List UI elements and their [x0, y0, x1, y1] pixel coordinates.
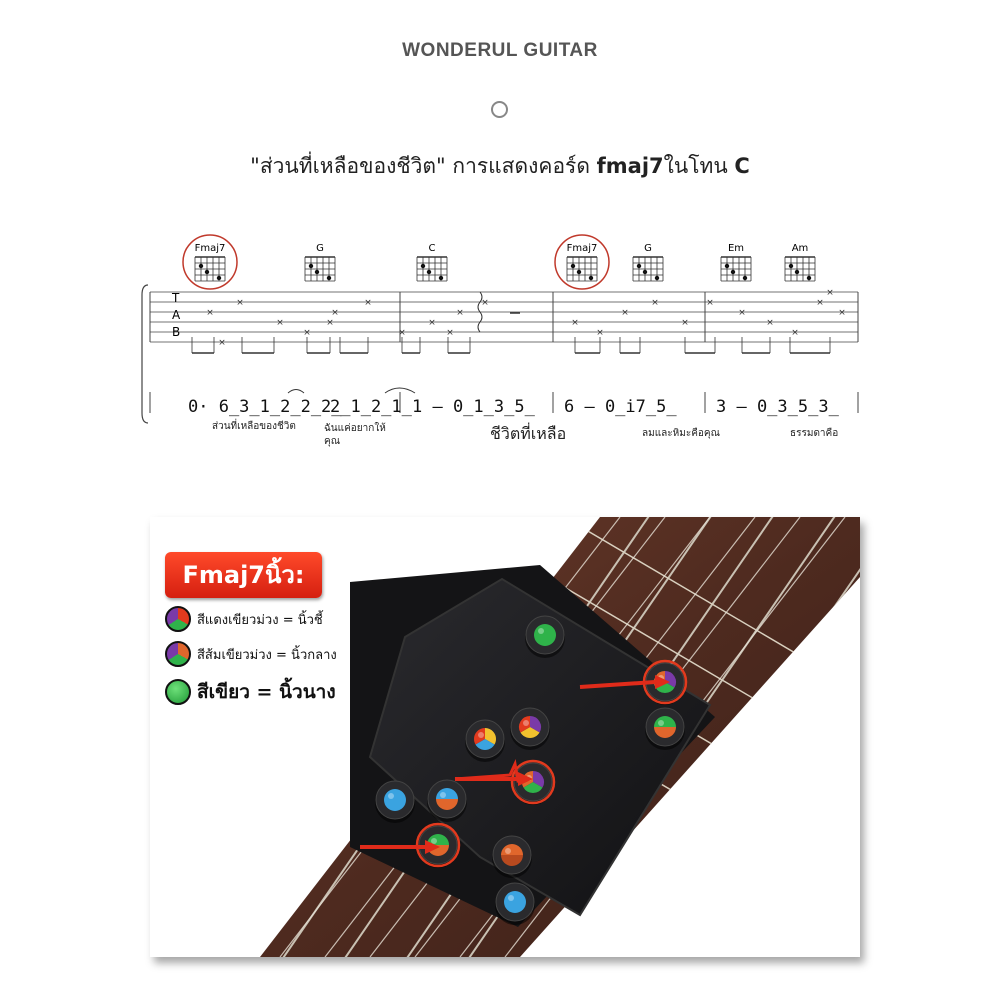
- chord-name: G: [316, 243, 324, 254]
- svg-text:×: ×: [218, 338, 226, 348]
- notation-bar-5: 3 – 0̲3̲5̲3̲: [716, 397, 839, 417]
- tricolor-dot-icon: [165, 606, 191, 632]
- headline-chord: fmaj7: [596, 154, 664, 178]
- tab-letter-b: B: [172, 325, 181, 339]
- headline-mid: ในโทน: [663, 154, 735, 178]
- device-button: [525, 616, 565, 658]
- svg-text:×: ×: [681, 318, 689, 328]
- lyric-1: ส่วนที่เหลือของชีวิต: [212, 421, 296, 432]
- lyric-5: ลมและหิมะคือคุณ: [642, 428, 720, 439]
- lyric-4: ชีวิตที่เหลือ: [490, 424, 567, 443]
- svg-text:×: ×: [331, 308, 339, 318]
- legend-item-middle-finger: [165, 639, 337, 669]
- chord-name: Em: [727, 243, 745, 254]
- svg-text:×: ×: [206, 308, 214, 318]
- svg-text:×: ×: [596, 328, 604, 338]
- device-button: [465, 720, 505, 762]
- svg-text:×: ×: [364, 298, 372, 308]
- notation-bar-1: 0· 6̲3̲1̲2̲2̲2̲: [188, 397, 342, 417]
- legend-label: สีเขียว = นิ้วนาง: [197, 681, 336, 703]
- svg-text:×: ×: [428, 318, 436, 328]
- chord-diagram: [721, 243, 751, 281]
- chord-name: Fmaj7: [566, 243, 598, 254]
- svg-text:×: ×: [398, 328, 406, 338]
- headline-prefix: "ส่วนที่เหลือของชีวิต" การแสดงคอร์ด: [250, 154, 597, 178]
- lyric-6: ธรรมดาคือ: [790, 428, 839, 439]
- svg-text:×: ×: [706, 298, 714, 308]
- svg-text:×: ×: [276, 318, 284, 328]
- legend-title: Fmaj7นิ้ว:: [165, 552, 322, 598]
- notation-bar-4: 6 – 0̲i̇7̲5̲: [564, 397, 677, 417]
- svg-text:×: ×: [456, 308, 464, 318]
- device-button: [375, 781, 415, 823]
- chord-name: Fmaj7: [194, 243, 226, 254]
- brand-title: WONDERUL GUITAR: [402, 40, 598, 61]
- legend-label: สีส้มเขียวม่วง = นิ้วกลาง: [197, 647, 337, 663]
- device-button: [492, 836, 532, 878]
- chord-diagram: [555, 235, 609, 289]
- legend-item-index-finger: [165, 604, 323, 634]
- notation-bar-2: 2̲1̲2̲1̲: [330, 397, 412, 417]
- svg-text:×: ×: [326, 318, 334, 328]
- chord-diagram: [305, 243, 335, 281]
- lyric-3: คุณ: [324, 436, 340, 447]
- svg-text:×: ×: [738, 308, 746, 318]
- lyrics: [212, 418, 838, 447]
- svg-text:×: ×: [766, 318, 774, 328]
- svg-text:×: ×: [303, 328, 311, 338]
- chord-name: C: [428, 243, 436, 254]
- chord-diagram: [633, 243, 663, 281]
- chord-diagram: [417, 243, 447, 281]
- device-button: [645, 708, 685, 750]
- chord-diagrams: [183, 235, 815, 289]
- svg-text:×: ×: [816, 298, 824, 308]
- chord-name: Am: [791, 243, 809, 254]
- svg-text:×: ×: [481, 298, 489, 308]
- lyric-2: ฉันแค่อยากให้: [324, 423, 386, 434]
- chord-diagram: [183, 235, 237, 289]
- tab-letter-a: A: [172, 308, 181, 322]
- page-headline: [0, 150, 1000, 183]
- green-dot-icon: [165, 679, 191, 705]
- tricolor-dot-icon: [165, 641, 191, 667]
- device-button: [427, 780, 467, 822]
- ring-icon: [491, 101, 508, 118]
- tablature-sheet: [130, 225, 870, 460]
- svg-text:×: ×: [651, 298, 659, 308]
- tab-letter-t: T: [172, 291, 180, 305]
- legend-label: สีแดงเขียวม่วง = นิ้วชี้: [197, 612, 323, 628]
- legend-item-ring-finger: [165, 677, 336, 707]
- svg-text:×: ×: [446, 328, 454, 338]
- svg-text:×: ×: [621, 308, 629, 318]
- svg-text:×: ×: [791, 328, 799, 338]
- chord-name: G: [644, 243, 652, 254]
- device-button: [510, 708, 550, 750]
- svg-text:×: ×: [838, 308, 846, 318]
- svg-text:×: ×: [826, 288, 834, 298]
- svg-text:×: ×: [236, 298, 244, 308]
- chord-diagram: [785, 243, 815, 281]
- svg-text:×: ×: [571, 318, 579, 328]
- device-button: [495, 883, 535, 925]
- headline-key: C: [734, 154, 750, 178]
- notation-bar-3: 1 – 0̲1̲3̲5̲: [412, 397, 535, 417]
- numbered-notation: [188, 397, 840, 417]
